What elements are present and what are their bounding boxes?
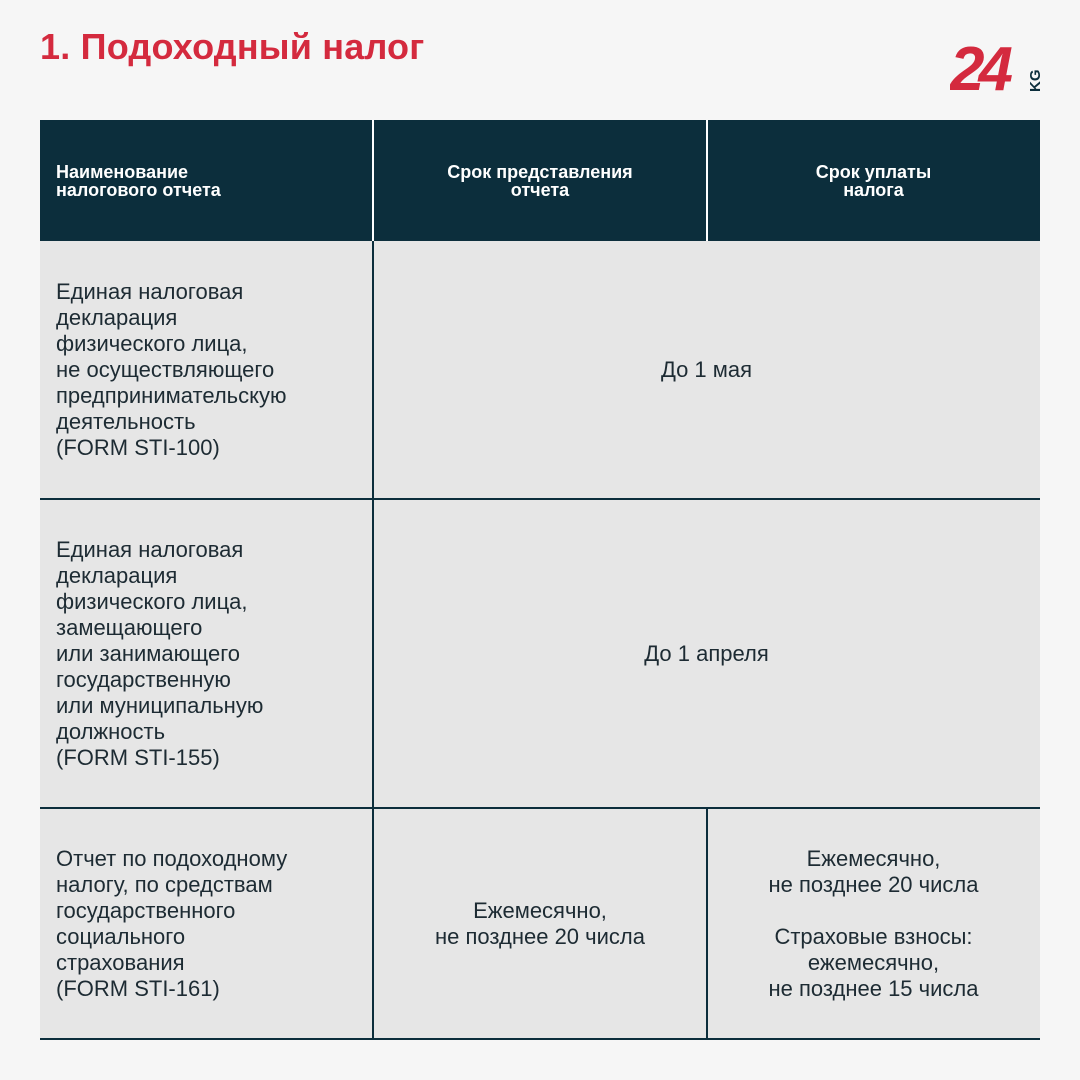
header-divider-2 bbox=[706, 120, 708, 241]
header-report-name: Наименование налогового отчета bbox=[40, 120, 373, 241]
page-title: 1. Подоходный налог bbox=[40, 26, 425, 67]
logo-suffix: KG bbox=[1027, 69, 1044, 92]
table-bottom-border bbox=[40, 1038, 1040, 1040]
logo-24kg bbox=[950, 38, 1046, 94]
logo-number: 24 bbox=[950, 38, 1007, 94]
row-3-submission-deadline: Ежемесячно, не позднее 20 числа bbox=[373, 808, 707, 1040]
row-1-report-name: Единая налоговая декларация физического лица, не осуществляющего предпринимательскую деятельность (FORM STI-100) bbox=[40, 241, 373, 499]
header-submission-deadline: Срок представления отчета bbox=[373, 120, 707, 241]
row-2-deadline: До 1 апреля bbox=[373, 499, 1040, 808]
row-3-report-name: Отчет по подоходному налогу, по средствам государственного социального страхования (FORM STI-161) bbox=[40, 808, 373, 1040]
row-1-deadline: До 1 мая bbox=[373, 241, 1040, 499]
header-payment-deadline: Срок уплаты налога bbox=[707, 120, 1040, 241]
column-divider-1 bbox=[372, 241, 374, 1040]
column-divider-2 bbox=[706, 808, 708, 1040]
header-divider-1 bbox=[372, 120, 374, 241]
row-divider-2 bbox=[40, 807, 1040, 809]
row-3-payment-deadline: Ежемесячно, не позднее 20 числа Страховые взносы: ежемесячно, не позднее 15 числа bbox=[707, 808, 1040, 1040]
row-2-report-name: Единая налоговая декларация физического лица, замещающего или занимающего государственную или муниципальную должность (FORM STI-155) bbox=[40, 499, 373, 808]
tax-table bbox=[40, 120, 1040, 1040]
row-divider-1 bbox=[40, 498, 1040, 500]
